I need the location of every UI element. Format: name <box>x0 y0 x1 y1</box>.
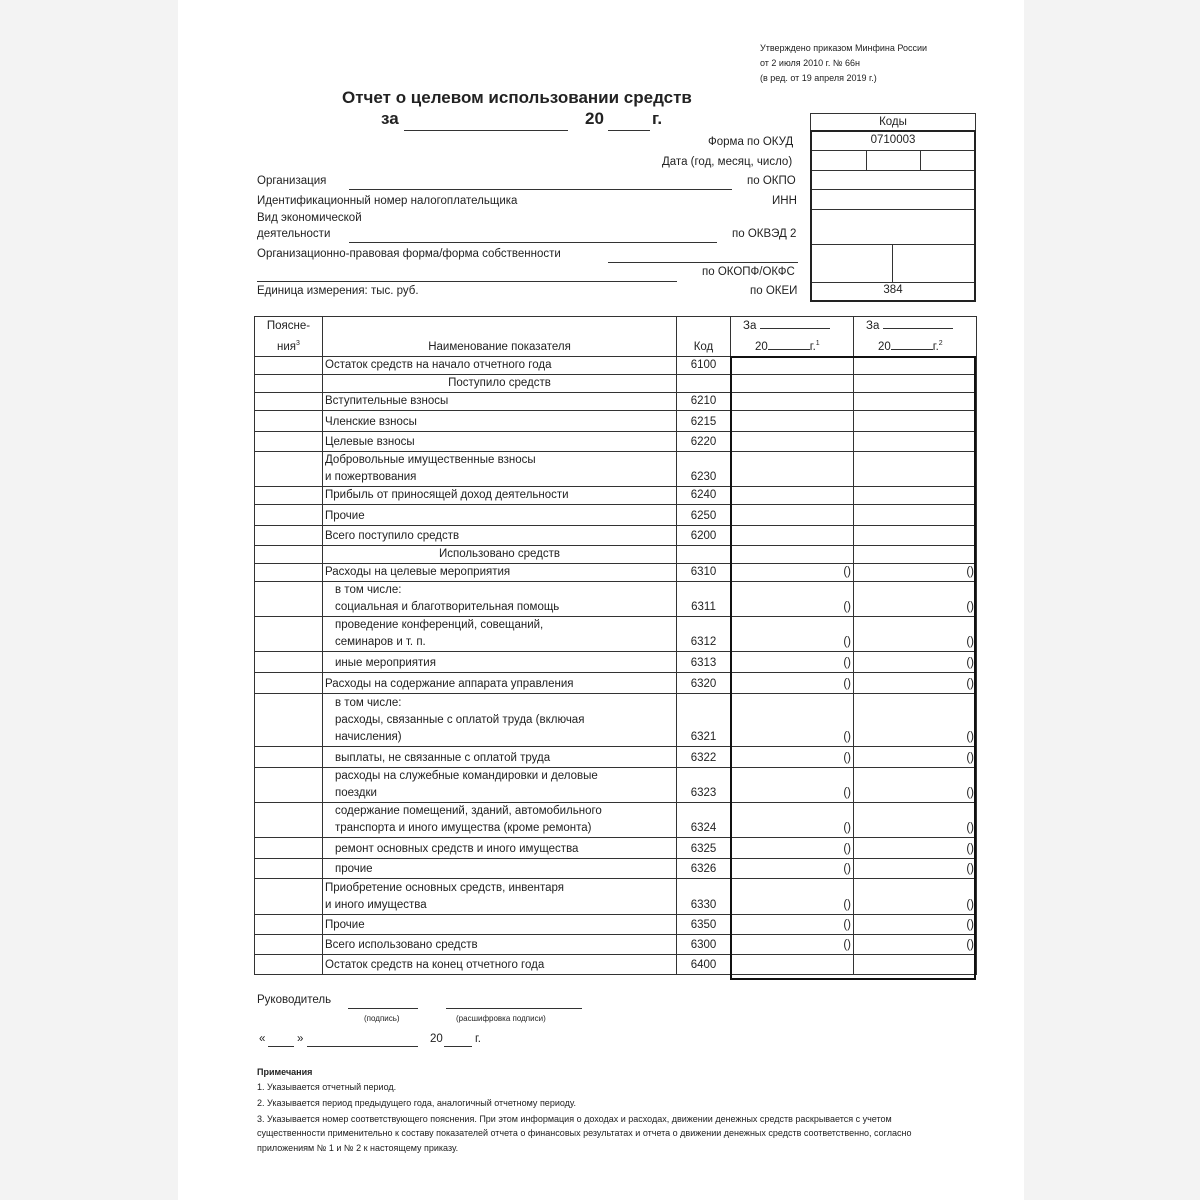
row-notes-cell <box>255 393 323 411</box>
row-value-1[interactable]: () <box>731 768 854 803</box>
row-value-2[interactable]: () <box>854 617 977 652</box>
row-value-2[interactable] <box>854 393 977 411</box>
row-value-1 <box>731 375 854 393</box>
table-row <box>255 673 977 694</box>
period1-za: За <box>743 320 757 333</box>
table-row <box>255 935 977 955</box>
row-value-1[interactable]: () <box>731 652 854 673</box>
row-notes-cell <box>255 915 323 935</box>
row-name: Всего использовано средств <box>323 935 677 955</box>
head-label: Руководитель <box>257 994 332 1006</box>
row-name-line-1: в том числе: <box>335 584 402 596</box>
row-code: 6321 <box>677 694 731 747</box>
row-value-2[interactable]: () <box>854 694 977 747</box>
col-period1-header <box>731 317 854 357</box>
activity-field-line <box>349 242 717 243</box>
row-name-line-2: поездки <box>335 787 377 799</box>
col-name-header: Наименование показателя <box>323 317 677 357</box>
row-value-2[interactable] <box>854 955 977 975</box>
table-row <box>255 546 977 564</box>
row-value-1[interactable]: () <box>731 617 854 652</box>
legal-form-label: Организационно-правовая форма/форма собственности <box>257 248 561 260</box>
signature-decode-line[interactable] <box>446 1008 582 1009</box>
row-value-1[interactable] <box>731 411 854 432</box>
row-value-2[interactable]: () <box>854 859 977 879</box>
table-row <box>255 411 977 432</box>
okved-label: по ОКВЭД 2 <box>732 228 797 240</box>
row-value-1[interactable]: () <box>731 838 854 859</box>
codes-row-inn <box>812 190 974 210</box>
row-notes-cell <box>255 652 323 673</box>
row-notes-cell <box>255 487 323 505</box>
title-period-line <box>404 130 568 131</box>
period1-year: 20 <box>755 341 768 353</box>
note-3-line-1: 3. Указывается номер соответствующего пояснения. При этом информация о доходах и расходах, движении денежных средств раскрывается с учетом <box>257 1114 892 1124</box>
section-heading-income: Поступило средств <box>323 375 677 393</box>
row-notes-cell <box>255 768 323 803</box>
quote-close: » <box>297 1033 304 1045</box>
row-name-line-2: и пожертвования <box>325 471 417 483</box>
row-name: прочие <box>323 859 677 879</box>
row-name: Расходы на содержание аппарата управления <box>323 673 677 694</box>
row-code: 6311 <box>677 582 731 617</box>
row-code: 6200 <box>677 526 731 546</box>
row-name: Вступительные взносы <box>323 393 677 411</box>
report-title: Отчет о целевом использовании средств <box>342 88 692 107</box>
row-code: 6310 <box>677 564 731 582</box>
codes-row-date <box>812 151 974 171</box>
col-period2-header <box>854 317 977 357</box>
row-value-1[interactable] <box>731 452 854 487</box>
row-name <box>323 617 677 652</box>
row-notes-cell <box>255 375 323 393</box>
row-name <box>323 879 677 915</box>
row-value-2[interactable]: () <box>854 838 977 859</box>
row-value-2[interactable]: () <box>854 673 977 694</box>
row-value-2 <box>854 546 977 564</box>
row-name-line-1: в том числе: <box>335 697 402 709</box>
row-code: 6326 <box>677 859 731 879</box>
row-name: Прибыль от приносящей доход деятельности <box>323 487 677 505</box>
row-value-2[interactable] <box>854 452 977 487</box>
table-row <box>255 879 977 915</box>
row-notes-cell <box>255 432 323 452</box>
row-notes-cell <box>255 935 323 955</box>
row-notes-cell <box>255 838 323 859</box>
codes-row-okved <box>812 210 974 245</box>
month-line[interactable] <box>307 1046 418 1047</box>
legal-form-line-2 <box>257 281 677 282</box>
row-value-2[interactable]: () <box>854 915 977 935</box>
title-year-prefix: 20 <box>585 109 604 128</box>
row-notes-cell <box>255 955 323 975</box>
org-label: Организация <box>257 175 327 187</box>
row-notes-cell <box>255 546 323 564</box>
row-notes-cell <box>255 564 323 582</box>
row-notes-cell <box>255 803 323 838</box>
row-code: 6210 <box>677 393 731 411</box>
row-name: Членские взносы <box>323 411 677 432</box>
row-code: 6400 <box>677 955 731 975</box>
row-value-2[interactable]: () <box>854 582 977 617</box>
legal-form-line-1 <box>608 262 798 263</box>
decode-caption: (расшифровка подписи) <box>456 1014 546 1023</box>
col-notes-text-2: ния <box>277 341 297 353</box>
row-code: 6320 <box>677 673 731 694</box>
section-heading-used: Использовано средств <box>323 546 677 564</box>
row-notes-cell <box>255 505 323 526</box>
row-name: Остаток средств на начало отчетного года <box>323 357 677 375</box>
date-divider-2 <box>920 151 921 170</box>
row-name-line-1: расходы на служебные командировки и деловые <box>335 770 598 782</box>
row-value-1[interactable] <box>731 487 854 505</box>
row-value-2[interactable]: () <box>854 879 977 915</box>
period2-za: За <box>866 320 880 333</box>
inn-label: ИНН <box>772 195 797 207</box>
title-za: за <box>381 109 399 128</box>
row-value-1[interactable]: () <box>731 564 854 582</box>
row-value-1[interactable]: () <box>731 747 854 768</box>
row-value-1[interactable] <box>731 955 854 975</box>
date-divider-1 <box>866 151 867 170</box>
date-year-line[interactable] <box>444 1046 472 1047</box>
table-row <box>255 747 977 768</box>
row-name <box>323 694 677 747</box>
row-name: Расходы на целевые мероприятия <box>323 564 677 582</box>
row-name-line-2: социальная и благотворительная помощь <box>335 601 560 613</box>
row-value-2[interactable]: () <box>854 935 977 955</box>
period2-g: г. <box>932 341 939 353</box>
row-name: Прочие <box>323 505 677 526</box>
row-name-line-2: и иного имущества <box>325 899 427 911</box>
row-value-2[interactable] <box>854 357 977 375</box>
row-notes-cell <box>255 694 323 747</box>
note-2: 2. Указывается период предыдущего года, аналогичный отчетному периоду. <box>257 1098 577 1108</box>
row-code: 6230 <box>677 452 731 487</box>
row-value-1[interactable]: () <box>731 879 854 915</box>
row-value-2[interactable] <box>854 411 977 432</box>
row-code: 6312 <box>677 617 731 652</box>
row-notes-cell <box>255 617 323 652</box>
row-notes-cell <box>255 747 323 768</box>
okud-value: 0710003 <box>870 134 916 146</box>
row-value-2 <box>854 375 977 393</box>
row-notes-cell <box>255 879 323 915</box>
note-3-line-3: приложениям № 1 и № 2 к настоящему приказу. <box>257 1143 459 1153</box>
table-row <box>255 357 977 375</box>
signature-caption: (подпись) <box>364 1014 400 1023</box>
report-table <box>254 316 977 975</box>
row-value-1[interactable]: () <box>731 694 854 747</box>
row-value-2[interactable] <box>854 505 977 526</box>
col-notes-text-1: Поясне- <box>266 320 311 333</box>
table-row <box>255 617 977 652</box>
row-notes-cell <box>255 452 323 487</box>
table-row <box>255 694 977 747</box>
row-code: 6220 <box>677 432 731 452</box>
col-notes-header <box>255 317 323 357</box>
row-code: 6215 <box>677 411 731 432</box>
approval-line-2: от 2 июля 2010 г. № 66н <box>760 58 860 68</box>
period1-g: г. <box>809 341 816 353</box>
row-value-2[interactable]: () <box>854 768 977 803</box>
period2-year: 20 <box>878 341 891 353</box>
row-name <box>323 452 677 487</box>
row-code: 6324 <box>677 803 731 838</box>
row-notes-cell <box>255 411 323 432</box>
row-name-line-1: проведение конференций, совещаний, <box>335 619 544 631</box>
row-value-2[interactable] <box>854 487 977 505</box>
row-name-line-2: транспорта и иного имущества (кроме ремонта) <box>335 822 592 834</box>
codes-row-okopf <box>812 245 974 283</box>
row-notes-cell <box>255 526 323 546</box>
approval-line-1: Утверждено приказом Минфина России <box>760 43 928 53</box>
row-name: Всего поступило средств <box>323 526 677 546</box>
row-name-line-2: расходы, связанные с оплатой труда (включая <box>335 714 585 726</box>
title-year-line <box>608 130 650 131</box>
approval-line-3: (в ред. от 19 апреля 2019 г.) <box>760 73 877 83</box>
table-row <box>255 432 977 452</box>
table-row <box>255 768 977 803</box>
row-code: 6322 <box>677 747 731 768</box>
table-row <box>255 652 977 673</box>
row-value-2[interactable]: () <box>854 564 977 582</box>
row-value-1[interactable] <box>731 505 854 526</box>
row-notes-cell <box>255 357 323 375</box>
table-row <box>255 487 977 505</box>
title-year-suffix: г. <box>652 109 663 128</box>
table-row <box>255 505 977 526</box>
row-code: 6330 <box>677 879 731 915</box>
period1-sup: 1 <box>815 340 820 348</box>
period2-sup: 2 <box>938 340 943 348</box>
row-name: иные мероприятия <box>323 652 677 673</box>
row-name-line-2: семинаров и т. п. <box>335 636 426 648</box>
okei-value: 384 <box>883 284 903 296</box>
okud-label: Форма по ОКУД <box>708 136 794 148</box>
row-code: 6313 <box>677 652 731 673</box>
row-name <box>323 803 677 838</box>
row-value-1[interactable]: () <box>731 673 854 694</box>
row-value-1[interactable] <box>731 393 854 411</box>
inn-text: Идентификационный номер налогоплательщика <box>257 195 518 207</box>
row-name-line-1: Добровольные имущественные взносы <box>325 454 536 466</box>
row-value-2[interactable]: () <box>854 747 977 768</box>
row-code: 6240 <box>677 487 731 505</box>
table-row <box>255 838 977 859</box>
row-name: ремонт основных средств и иного имущества <box>323 838 677 859</box>
table-row <box>255 393 977 411</box>
table-row <box>255 955 977 975</box>
table-row <box>255 375 977 393</box>
row-code: 6100 <box>677 357 731 375</box>
row-value-1[interactable]: () <box>731 859 854 879</box>
row-notes-cell <box>255 582 323 617</box>
row-value-1[interactable]: () <box>731 803 854 838</box>
note-1: 1. Указывается отчетный период. <box>257 1082 397 1092</box>
row-value-1[interactable]: () <box>731 915 854 935</box>
row-name-line-1: Приобретение основных средств, инвентаря <box>325 882 564 894</box>
row-name: Остаток средств на конец отчетного года <box>323 955 677 975</box>
row-name <box>323 768 677 803</box>
row-value-1[interactable]: () <box>731 582 854 617</box>
note-3-line-2: существенности применительно к составу показателей отчета о финансовых результатах и отчета о движении денежных средств соответственно, согласно <box>257 1128 912 1138</box>
row-value-2[interactable] <box>854 526 977 546</box>
table-row <box>255 915 977 935</box>
table-header-row <box>255 317 977 357</box>
table-row <box>255 564 977 582</box>
notes-title: Примечания <box>257 1067 313 1077</box>
row-value-2[interactable] <box>854 432 977 452</box>
row-value-1[interactable] <box>731 357 854 375</box>
col-code-header: Код <box>677 317 731 357</box>
row-value-2[interactable]: () <box>854 803 977 838</box>
row-value-1[interactable] <box>731 432 854 452</box>
row-name: Целевые взносы <box>323 432 677 452</box>
row-notes-cell <box>255 673 323 694</box>
okopf-divider <box>892 245 893 282</box>
activity-label-2: деятельности <box>257 228 331 240</box>
row-name: выплаты, не связанные с оплатой труда <box>323 747 677 768</box>
date-year-prefix: 20 <box>430 1033 443 1045</box>
quote-open: « <box>259 1033 266 1045</box>
row-code <box>677 375 731 393</box>
row-name-line-3: начисления) <box>335 731 402 743</box>
table-row <box>255 526 977 546</box>
row-notes-cell <box>255 859 323 879</box>
row-value-1 <box>731 546 854 564</box>
row-name <box>323 582 677 617</box>
okopf-label: по ОКОПФ/ОКФС <box>702 266 795 278</box>
date-label: Дата (год, месяц, число) <box>662 156 793 168</box>
date-year-suffix: г. <box>475 1033 481 1045</box>
table-row <box>255 452 977 487</box>
table-row <box>255 803 977 838</box>
codes-row-okpo <box>812 171 974 190</box>
signature-line[interactable] <box>348 1008 418 1009</box>
table-row <box>255 582 977 617</box>
row-value-1[interactable] <box>731 526 854 546</box>
row-value-2[interactable]: () <box>854 652 977 673</box>
codes-box <box>810 130 976 302</box>
row-code: 6325 <box>677 838 731 859</box>
row-code: 6250 <box>677 505 731 526</box>
row-name: Прочие <box>323 915 677 935</box>
row-code <box>677 546 731 564</box>
row-name-line-1: содержание помещений, зданий, автомобильного <box>335 805 602 817</box>
day-line[interactable] <box>268 1046 294 1047</box>
activity-label-1: Вид экономической <box>257 212 362 224</box>
row-value-1[interactable]: () <box>731 935 854 955</box>
codes-header: Коды <box>810 113 976 131</box>
okpo-label: по ОКПО <box>747 175 796 187</box>
row-code: 6323 <box>677 768 731 803</box>
table-row <box>255 859 977 879</box>
okei-label: по ОКЕИ <box>750 285 798 297</box>
col-notes-sup: 3 <box>296 340 300 348</box>
row-code: 6350 <box>677 915 731 935</box>
unit-label: Единица измерения: тыс. руб. <box>257 285 419 297</box>
org-field-line <box>349 189 732 190</box>
row-code: 6300 <box>677 935 731 955</box>
